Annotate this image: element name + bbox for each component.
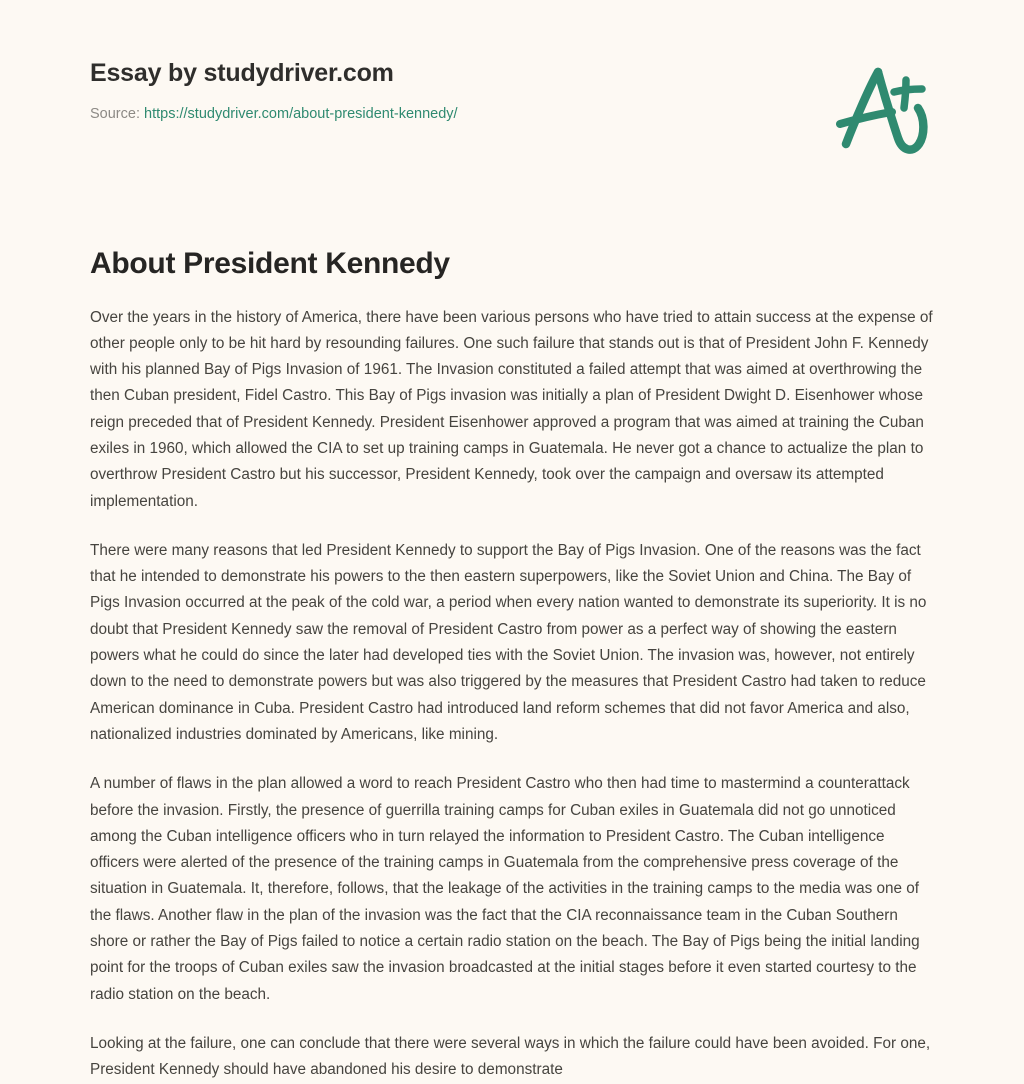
essay-paragraph: Looking at the failure, one can conclude that there were several ways in which the failure could have been avoided. For one, President Kennedy should have abandoned his desire to demonstrate xyxy=(90,1034,931,1079)
essay-body xyxy=(90,283,935,1084)
source-label: Source: xyxy=(90,106,140,122)
essay-paragraph: Over the years in the history of America, there have been various persons who have tried to attain success at the expense of other people only to be hit hard by resounding failures. One such failure that stands out is that of President John F. Kennedy with his planned Bay of Pigs Invasion of 1961. The Invasion constituted a failed attempt that was aimed at overthrowing the then Cuban president, Fidel Castro. This Bay of Pigs invasion was initially a plan of President Dwight D. Eisenhower whose reign preceded that of President Kennedy. President Eisenhower approved a program that was aimed at training the Cuban exiles in 1960, which allowed the CIA to set up training camps in Guatemala. He never got a chance to actualize the plan to overthrow President Castro but his successor, President Kennedy, took over the campaign and oversaw its attempted implementation. xyxy=(90,308,933,510)
essay-paragraph: There were many reasons that led President Kennedy to support the Bay of Pigs Invasion. One of the reasons was the fact that he intended to demonstrate his powers to the then eastern superpowers, like the Soviet Union and China. The Bay of Pigs Invasion occurred at the peak of the cold war, a period when every nation wanted to demonstrate its superiority. It is no doubt that President Kennedy saw the removal of President Castro from power as a perfect way of showing the eastern powers what he could do since the later had developed ties with the Soviet Union. The invasion was, however, not entirely down to the need to demonstrate powers but was also triggered by the measures that President Castro had taken to reduce American dominance in Cuba. President Castro had introduced land reform schemes that did not favor America and also, nationalized industries dominated by Americans, like mining. xyxy=(90,541,927,743)
source-line xyxy=(90,105,934,124)
essay-paragraph: A number of flaws in the plan allowed a word to reach President Castro who then had time to mastermind a counterattack before the invasion. Firstly, the presence of guerrilla training camps for Cuban exiles in Guatemala did not go unnoticed among the Cuban intelligence officers who in turn relayed the information to President Castro. The Cuban intelligence officers were alerted of the presence of the training camps in Guatemala from the comprehensive press coverage of the situation in Guatemala. It, therefore, follows, that the leakage of the activities in the training camps to the media was one of the flaws. Another flaw in the plan of the invasion was the fact that the CIA reconnaissance team in the Cuban Southern shore or rather the Bay of Pigs failed to notice a certain radio station on the beach. The Bay of Pigs being the initial landing point for the troops of Cuban exiles saw the invasion broadcasted at the initial stages before it even started courtesy to the radio station on the beach. xyxy=(90,775,920,1003)
a-plus-logo-icon xyxy=(822,58,934,168)
essay-byline: Essay by studydriver.com xyxy=(90,59,394,87)
a-plus-logo xyxy=(822,58,934,168)
page-title: About President Kennedy xyxy=(90,247,450,280)
page-header xyxy=(90,0,934,150)
source-url-link[interactable]: https://studydriver.com/about-president-kennedy/ xyxy=(144,106,458,122)
